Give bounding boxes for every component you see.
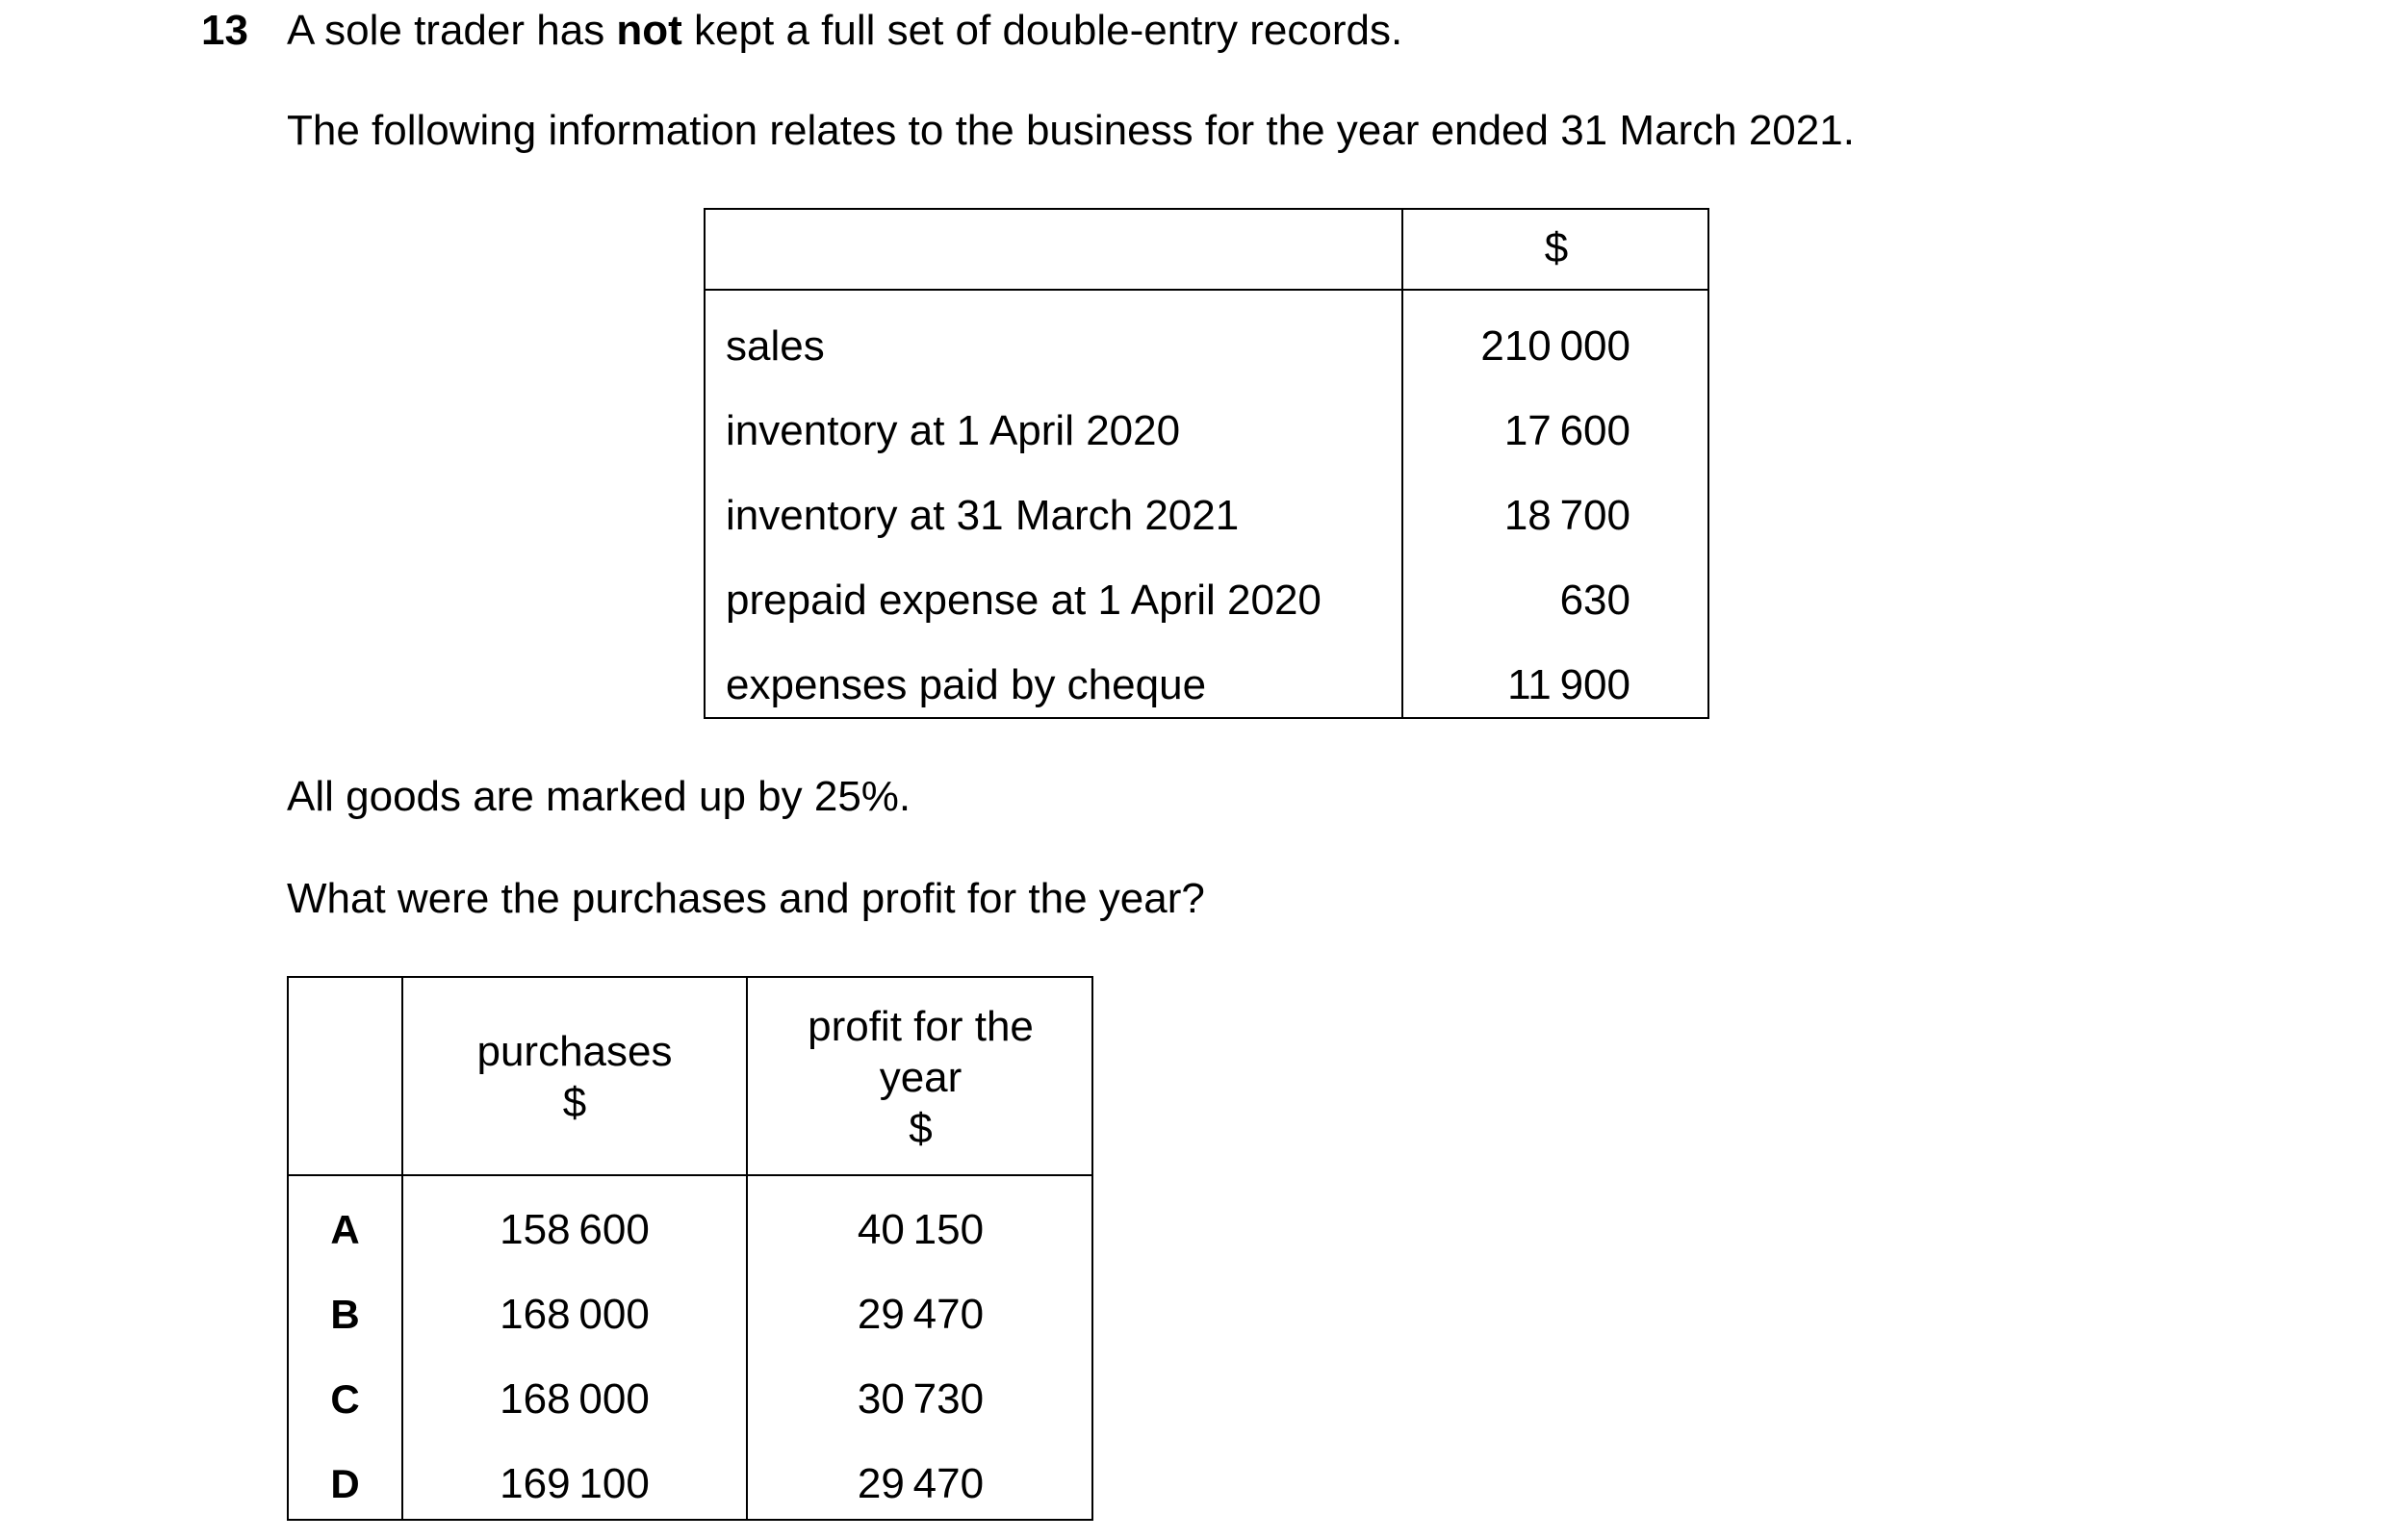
- answer-table-header-divider: [287, 1174, 1093, 1176]
- info-row-value: 18 700: [1503, 492, 1630, 539]
- info-row-value: 210 000: [1480, 322, 1630, 370]
- info-row-label: prepaid expense at 1 April 2020: [726, 577, 1322, 624]
- info-row-label: inventory at 31 March 2021: [726, 492, 1240, 539]
- profit-header-line1: profit for the: [808, 1003, 1034, 1050]
- purchases-header-label: purchases: [476, 1028, 673, 1075]
- question-prompt: What were the purchases and profit for the year?: [287, 875, 1205, 922]
- option-c-profit: 30 730: [857, 1375, 985, 1423]
- stem-text-end: kept a full set of double-entry records.: [681, 7, 1403, 54]
- question-number: 13: [201, 7, 248, 54]
- option-letter-a[interactable]: A: [330, 1207, 360, 1252]
- stem-emphasis: not: [616, 7, 682, 54]
- markup-note: All goods are marked up by 25%.: [287, 773, 911, 820]
- question-stem: [287, 6, 1402, 56]
- option-d-profit: 29 470: [857, 1460, 985, 1507]
- info-row-value: 11 900: [1507, 661, 1630, 708]
- profit-header-line2: year: [879, 1054, 962, 1101]
- option-letter-b[interactable]: B: [330, 1292, 360, 1337]
- purchases-header-unit: $: [562, 1079, 587, 1126]
- purchases-column-header: [403, 1026, 746, 1128]
- info-row-value: 630: [1559, 577, 1630, 624]
- option-b-purchases: 168 000: [500, 1291, 650, 1338]
- info-table-header-divider: [704, 289, 1709, 291]
- info-row-label: sales: [726, 322, 825, 370]
- option-letter-d[interactable]: D: [330, 1461, 360, 1506]
- info-table-column-divider: [1401, 208, 1403, 719]
- stem-text-start: A sole trader has: [287, 7, 617, 54]
- option-a-purchases: 158 600: [500, 1206, 650, 1253]
- info-row-label: inventory at 1 April 2020: [726, 407, 1181, 454]
- info-row-label: expenses paid by cheque: [726, 661, 1207, 708]
- option-a-profit: 40 150: [857, 1206, 985, 1253]
- option-b-profit: 29 470: [857, 1291, 985, 1338]
- question-intro: The following information relates to the business for the year ended 31 March 2021.: [287, 107, 1855, 154]
- info-table: [704, 208, 1709, 719]
- option-d-purchases: 169 100: [500, 1460, 650, 1507]
- option-letter-c[interactable]: C: [330, 1376, 360, 1422]
- profit-column-header: [748, 1001, 1093, 1154]
- option-c-purchases: 168 000: [500, 1375, 650, 1423]
- info-row-value: 17 600: [1503, 407, 1630, 454]
- profit-header-unit: $: [909, 1105, 933, 1152]
- info-table-currency-header: $: [1544, 224, 1569, 271]
